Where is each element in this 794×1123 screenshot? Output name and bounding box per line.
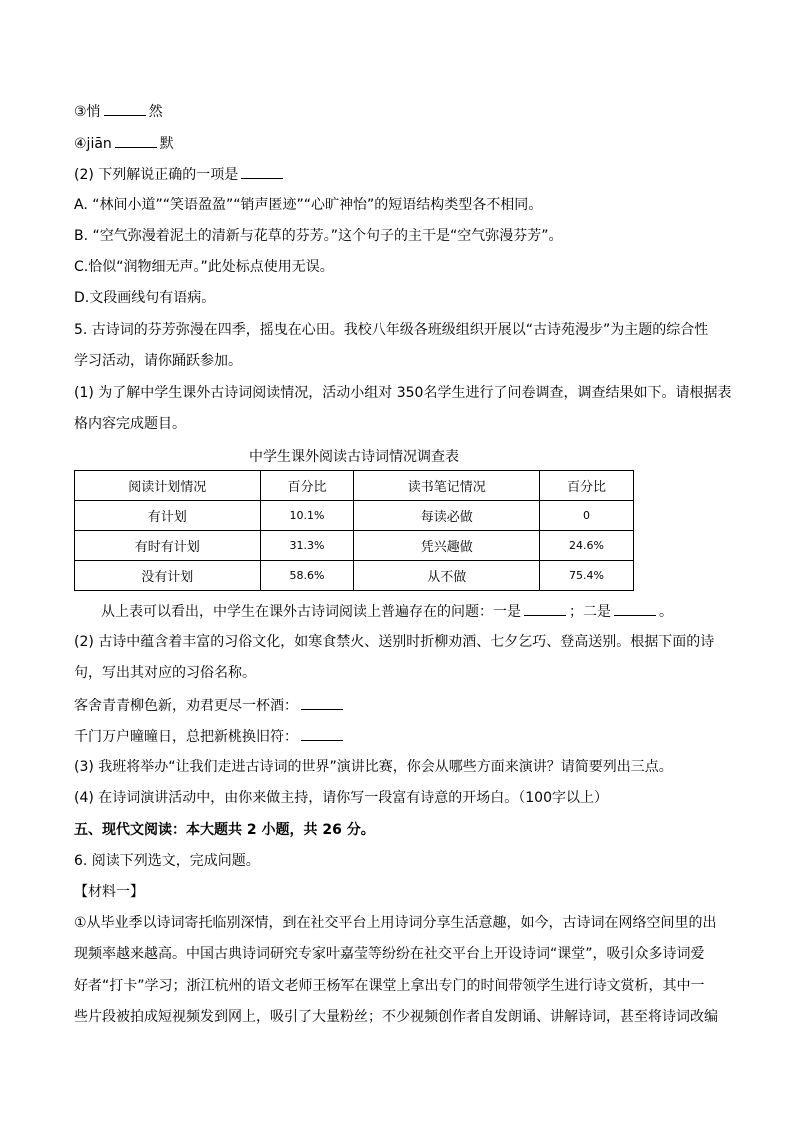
table-cell: 10.1%: [260, 501, 354, 531]
answer-blank[interactable]: [524, 601, 566, 616]
table-header-row: [75, 471, 634, 501]
table-cell: 0: [540, 501, 634, 531]
q4-option-d: D.文段画线句有语病。: [74, 290, 216, 306]
q4-option-c: C.恰似“润物细无声。”此处标点使用无误。: [74, 259, 334, 275]
q5-poem2: [74, 726, 346, 747]
table-row: [75, 501, 634, 531]
table-cell: 凭兴趣做: [354, 531, 540, 561]
q5-poem1: [74, 695, 346, 716]
conclusion-text-c: 。: [659, 604, 673, 620]
q4-item4: [74, 133, 174, 154]
table-row: [75, 531, 634, 561]
conclusion-text-a: 从上表可以看出，中学生在课外古诗词阅读上普遍存在的问题：一是: [101, 604, 521, 620]
q6-stem: 6. 阅读下列选文，完成问题。: [74, 853, 260, 869]
table-cell: 每读必做: [354, 501, 540, 531]
q4-sub2-stem: [74, 164, 286, 185]
table-header-cell: 百分比: [260, 471, 354, 501]
q4-option-b: B. “空气弥漫着泥土的清新与花草的芬芳。”这个句子的主干是“空气弥漫芬芳”。: [74, 228, 563, 244]
material-paragraph-line: ①从毕业季以诗词寄托临别深情，到在社交平台上用诗词分享生活意趣，如今，古诗词在网络空间里的出: [74, 915, 717, 931]
table-caption: 中学生课外阅读古诗词情况调查表: [249, 449, 459, 465]
material-label: 【材料一】: [74, 884, 144, 900]
q5-sub2-line2: 句，写出其对应的习俗名称。: [74, 665, 256, 681]
table-cell: 有时有计划: [75, 531, 261, 561]
material-paragraph-line: 些片段被拍成短视频发到网上，吸引了大量粉丝；不少视频创作者自发朗诵、讲解诗词，甚至将诗词改编: [74, 1009, 718, 1025]
answer-blank[interactable]: [104, 101, 146, 116]
table-header-cell: 百分比: [540, 471, 634, 501]
material-paragraph-line: 现频率越来越高。中国古典诗词研究专家叶嘉莹等纷纷在社交平台上开设诗词“课堂”，吸引众多诗词爱: [74, 946, 705, 962]
poem1-text: 客舍青青柳色新，劝君更尽一杯酒：: [74, 698, 298, 714]
poem2-text: 千门万户曈曈日，总把新桃换旧符：: [74, 729, 298, 745]
q5-sub1-line2: 格内容完成题目。: [74, 416, 186, 432]
table-cell: 58.6%: [260, 561, 354, 591]
q4-item3-suffix: 然: [148, 104, 163, 120]
q5-table-conclusion: [101, 601, 673, 622]
q5-intro-line2: 学习活动，请你踊跃参加。: [74, 353, 242, 369]
table-header-cell: 阅读计划情况: [75, 471, 261, 501]
answer-blank[interactable]: [301, 695, 343, 710]
answer-blank[interactable]: [614, 601, 656, 616]
conclusion-text-b: ；二是: [569, 604, 611, 620]
q5-sub3: (3) 我班将举办“让我们走进古诗词的世界”演讲比赛，你会从哪些方面来演讲？请简要列出三点。: [74, 759, 673, 775]
answer-blank[interactable]: [115, 133, 157, 148]
table-cell: 75.4%: [540, 561, 634, 591]
table-cell: 24.6%: [540, 531, 634, 561]
q5-intro-line1: 5. 古诗词的芬芳弥漫在四季，摇曳在心田。我校八年级各班级组织开展以“古诗苑漫步”为主题的综合性: [74, 322, 709, 338]
q4-item4-prefix: ④jiān: [74, 136, 112, 152]
table-cell: 没有计划: [75, 561, 261, 591]
material-paragraph-line: 好者“打卡”学习；浙江杭州的语文老师王杨军在课堂上拿出专门的时间带领学生进行诗文赏析，其中一: [74, 978, 705, 994]
q5-sub2-line1: (2) 古诗中蕴含着丰富的习俗文化，如寒食禁火、送别时折柳劝酒、七夕乞巧、登高送别。根据下面的诗: [74, 634, 715, 650]
section5-heading: 五、现代文阅读：本大题共 2 小题，共 26 分。: [74, 822, 375, 838]
q4-sub2-stem-text: (2) 下列解说正确的一项是: [74, 167, 239, 183]
survey-table: [74, 470, 634, 591]
q4-option-a: A. “林间小道”“笑语盈盈”“销声匿迹”“心旷神怡”的短语结构类型各不相同。: [74, 197, 543, 213]
q4-item3-prefix: ③悄: [74, 104, 101, 120]
table-cell: 31.3%: [260, 531, 354, 561]
answer-blank[interactable]: [241, 164, 283, 179]
q4-item3: [74, 101, 163, 122]
answer-blank[interactable]: [301, 726, 343, 741]
q5-sub4: (4) 在诗词演讲活动中，由你来做主持，请你写一段富有诗意的开场白。（100字以上）: [74, 790, 609, 806]
table-cell: 有计划: [75, 501, 261, 531]
q5-sub1-line1: (1) 为了解中学生课外古诗词阅读情况，活动小组对 350名学生进行了问卷调查，调查结果如下。请根据表: [74, 385, 732, 401]
q4-item4-suffix: 默: [159, 136, 174, 152]
table-cell: 从不做: [354, 561, 540, 591]
table-row: [75, 561, 634, 591]
table-header-cell: 读书笔记情况: [354, 471, 540, 501]
